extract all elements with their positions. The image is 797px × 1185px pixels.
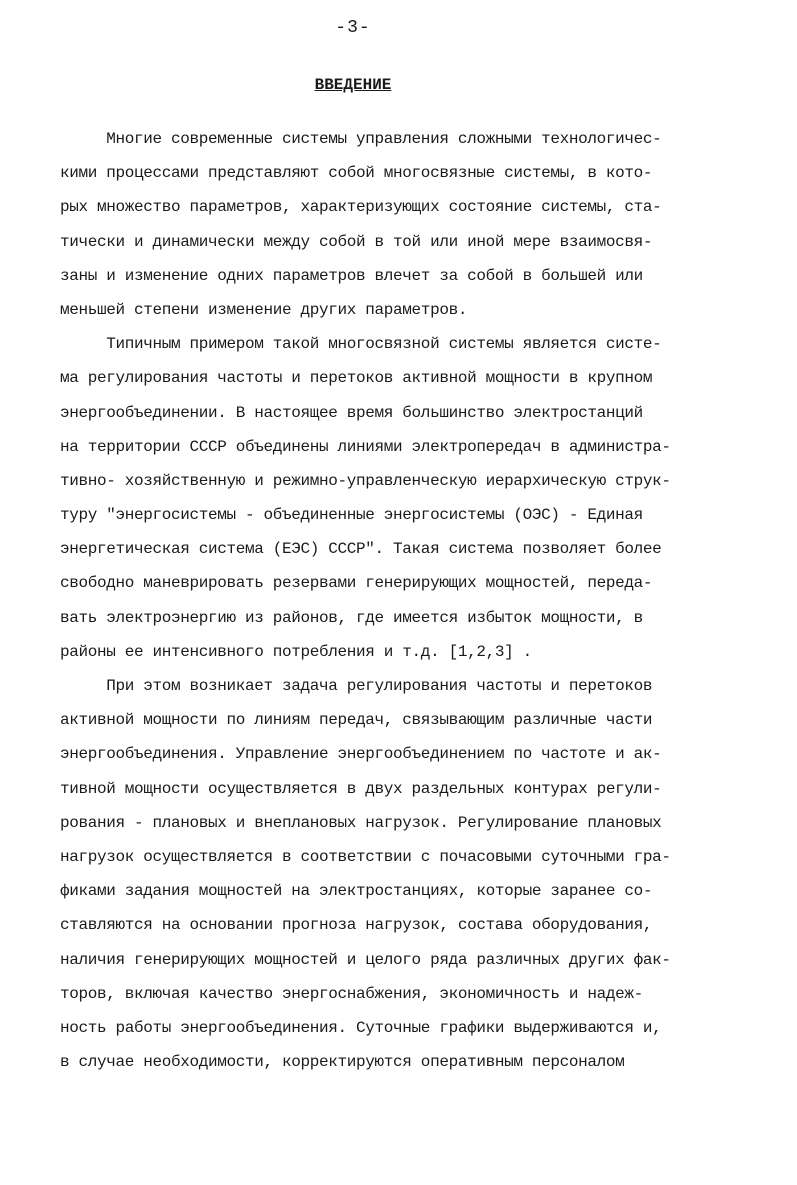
page-number: -3- xyxy=(335,18,371,38)
text-line: свободно маневрировать резервами генерирующих мощностей, переда- xyxy=(60,574,653,593)
text-line: меньшей степени изменение других параметров. xyxy=(60,300,468,319)
text-line: энергетическая система (ЕЭС) СССР". Такая система позволяет более xyxy=(60,540,662,559)
text-line: туру "энергосистемы - объединенные энергосистемы (ОЭС) - Единая xyxy=(60,506,643,525)
text-line: ставляются на основании прогноза нагрузок, состава оборудования, xyxy=(60,916,653,935)
text-line: активной мощности по линиям передач, связывающим различные части xyxy=(60,711,653,730)
text-line: Многие современные системы управления сложными технологичес- xyxy=(60,130,662,148)
text-line: При этом возникает задача регулирования частоты и перетоков xyxy=(60,677,653,695)
text-line: фиками задания мощностей на электростанциях, которые заранее со- xyxy=(60,882,653,901)
text-line: вать электроэнергию из районов, где имеется избыток мощности, в xyxy=(60,608,643,627)
text-line: ма регулирования частоты и перетоков активной мощности в крупном xyxy=(60,369,653,388)
section-heading-text: ВВЕДЕНИЕ xyxy=(314,76,392,94)
text-line: районы ее интенсивного потребления и т.д. [1,2,3] . xyxy=(60,642,532,661)
text-line: ность работы энергообъединения. Суточные графики выдерживаются и, xyxy=(60,1018,662,1037)
text-line: тически и динамически между собой в той или иной мере взаимосвя- xyxy=(60,232,653,251)
text-line: энергообъединении. В настоящее время большинство электростанций xyxy=(60,403,643,422)
section-heading xyxy=(0,76,706,94)
text-line: заны и изменение одних параметров влечет за собой в большей или xyxy=(60,266,643,285)
text-line: в случае необходимости, корректируются оперативным персоналом xyxy=(60,1053,625,1072)
text-line: наличия генерирующих мощностей и целого ряда различных других фак- xyxy=(60,950,671,969)
text-line: нагрузок осуществляется в соответствии с почасовыми суточными гра- xyxy=(60,847,671,866)
text-line: тивной мощности осуществляется в двух раздельных контурах регули- xyxy=(60,779,662,798)
body-text xyxy=(60,122,740,1079)
text-line: на территории СССР объединены линиями электропередач в администра- xyxy=(60,437,671,456)
text-line: Типичным примером такой многосвязной системы является систе- xyxy=(60,335,662,354)
text-line: тивно- хозяйственную и режимно-управленческую иерархическую струк- xyxy=(60,471,671,490)
text-line: торов, включая качество энергоснабжения, экономичность и надеж- xyxy=(60,984,643,1003)
text-line: рых множество параметров, характеризующих состояние системы, ста- xyxy=(60,198,662,217)
text-line: энергообъединения. Управление энергообъединением по частоте и ак- xyxy=(60,745,662,764)
text-line: рования - плановых и внеплановых нагрузок. Регулирование плановых xyxy=(60,813,662,832)
text-line: кими процессами представляют собой многосвязные системы, в кото- xyxy=(60,164,653,183)
